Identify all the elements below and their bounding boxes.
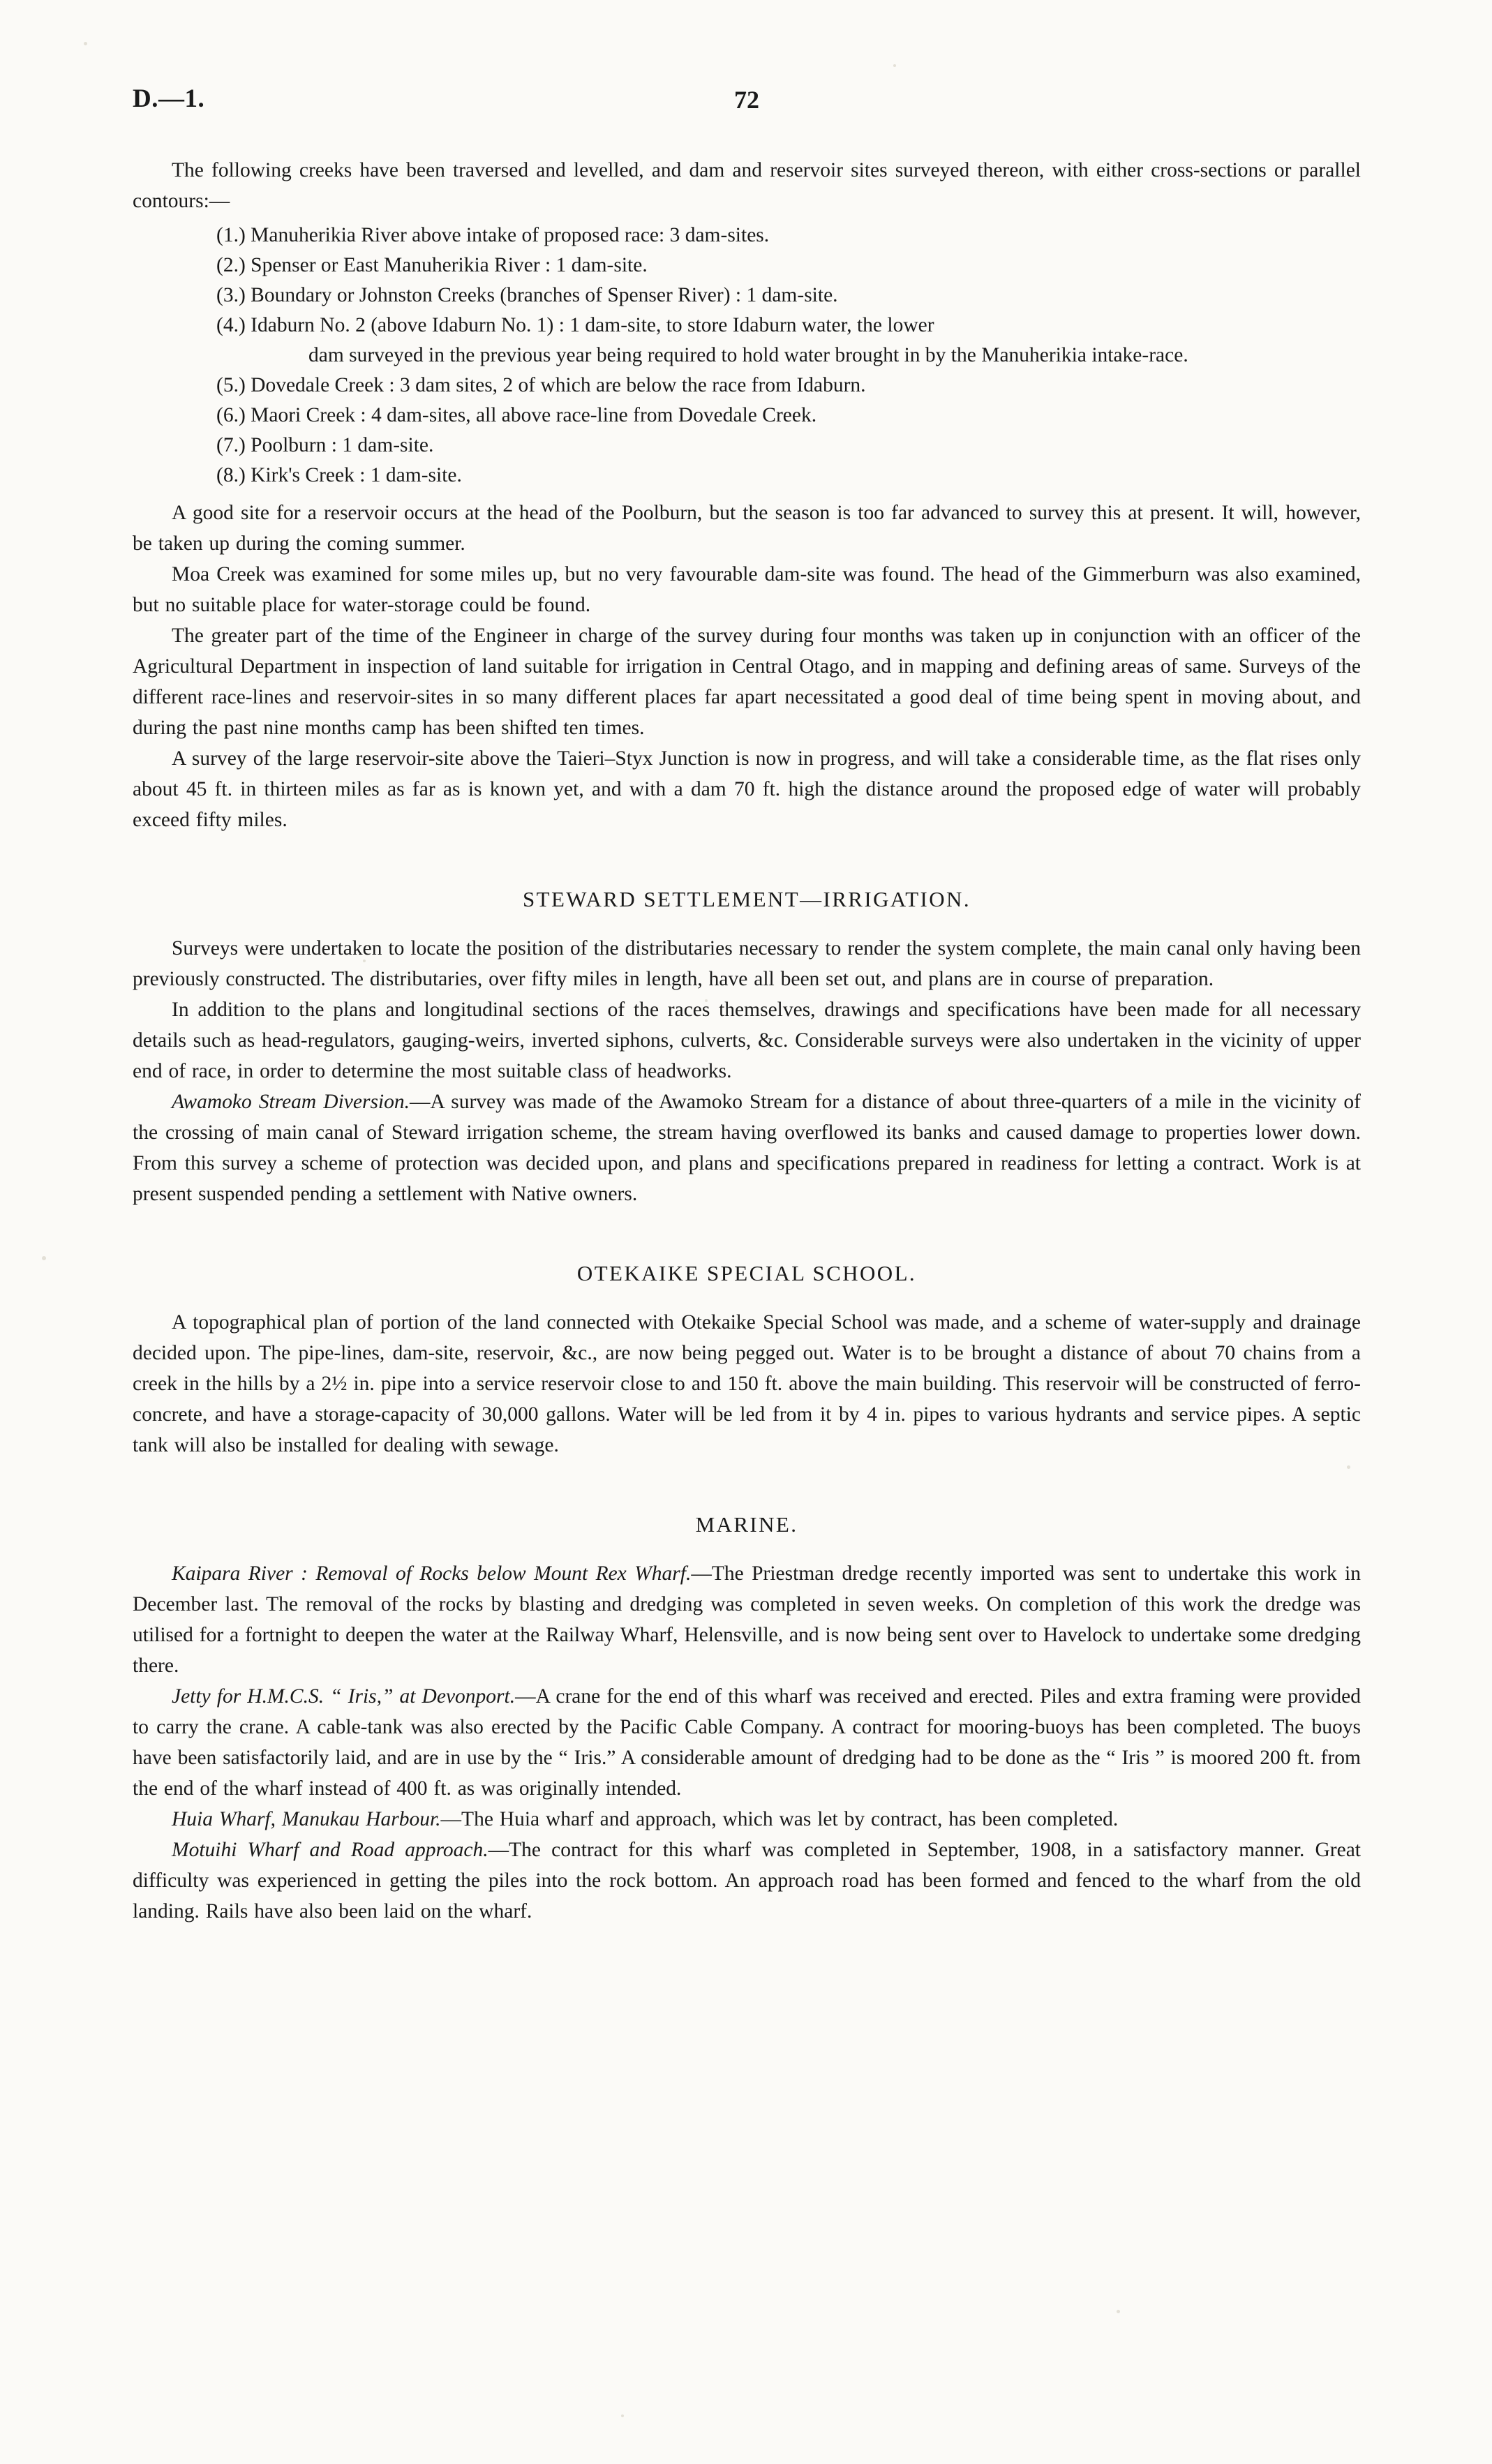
paragraph-engineer: The greater part of the time of the Engineer in charge of the survey during four months was taken up in conjunction with an officer of the Agricultural Department in inspection of land suitable for irrigation in Central Otago, and in mapping and defining areas of same. Surveys of the different race-lines and reservoir-sites in so many different places far apart necessitated a good deal of time being spent in moving about, and during the past nine months camp has been shifted ten times.	[133, 625, 1361, 739]
list-item	[181, 251, 1361, 281]
creek-list	[133, 221, 1361, 491]
list-item-number: (6.)	[216, 404, 246, 426]
marine-body-text: —The contract for this wharf was completed in September, 1908, in a satisfactory manner. Great difficulty was experienced in getting the piles into the rock bottom. An approach road has been formed and fenced to the wharf from the old landing. Rails have also been laid on the wharf.	[133, 1839, 1361, 1922]
paper-speckle	[621, 2414, 624, 2417]
list-item-number: (3.)	[216, 284, 246, 306]
section-heading-otekaike: OTEKAIKE SPECIAL SCHOOL.	[576, 1261, 917, 1285]
marine-lead-italic: Huia Wharf, Manukau Harbour.	[172, 1808, 441, 1830]
list-item-text: Manuherikia River above intake of proposed race: 3 dam-sites.	[251, 224, 770, 246]
list-item-text: Kirk's Creek : 1 dam-site.	[251, 464, 462, 486]
paper-speckle	[893, 64, 896, 67]
marine-lead-italic: Kaipara River : Removal of Rocks below Mount Rex Wharf.	[172, 1562, 692, 1585]
list-item	[181, 431, 1361, 461]
list-item	[181, 281, 1361, 311]
list-item-number: (8.)	[216, 464, 246, 486]
list-item-number: (5.)	[216, 374, 246, 396]
awamoko-paragraph	[133, 1087, 1361, 1209]
awamoko-lead-italic: Awamoko Stream Diversion.	[172, 1091, 410, 1113]
document-id: D.—1.	[133, 84, 205, 113]
list-item	[181, 401, 1361, 431]
list-item	[181, 221, 1361, 251]
section-heading-steward: STEWARD SETTLEMENT—IRRIGATION.	[522, 887, 971, 911]
list-item-text: Dovedale Creek : 3 dam sites, 2 of which are below the race from Idaburn.	[251, 374, 866, 396]
list-item-text: Poolburn : 1 dam-site.	[251, 434, 434, 456]
page-content	[133, 84, 1361, 1927]
list-item-number: (2.)	[216, 254, 246, 276]
list-item-text: Boundary or Johnston Creeks (branches of Spenser River) : 1 dam-site.	[251, 284, 838, 306]
list-item	[181, 311, 1361, 371]
paper-speckle	[42, 1256, 46, 1260]
marine-body-text: —The Huia wharf and approach, which was let by contract, has been completed.	[440, 1808, 1119, 1830]
marine-body-text: —A crane for the end of this wharf was received and erected. Piles and extra framing were provided to carry the crane. A cable-tank was also erected by the Pacific Cable Company. A contract for mooring-buoys has been completed. The buoys have been satisfactorily laid, and are in use by the “ Iris.” A considerable amount of dredging had to be done as the “ Iris ” is moored 200 ft. from the end of the wharf instead of 400 ft. as was originally intended.	[133, 1685, 1362, 1800]
paragraph-poolburn: A good site for a reservoir occurs at the head of the Poolburn, but the season is too far advanced to survey this at present. It will, however, be taken up during the coming summer.	[133, 502, 1361, 555]
awamoko-body-text: —A survey was made of the Awamoko Stream for a distance of about three-quarters of a mile in the vicinity of the crossing of main canal of Steward irrigation scheme, the stream having overflowed its banks and caused damage to properties lower down. From this survey a scheme of protection was decided upon, and plans and specifications prepared in readiness for letting a contract. Work is at present suspended pending a settlement with Native owners.	[133, 1091, 1361, 1205]
list-item-number: (4.)	[216, 314, 246, 336]
intro-paragraph: The following creeks have been traversed and levelled, and dam and reservoir sites surveyed thereon, with either cross-sections or parallel contours:—	[133, 159, 1361, 212]
steward-paragraph-1: Surveys were undertaken to locate the position of the distributaries necessary to render the system complete, the main canal only having been previously constructed. The distributaries, over fifty miles in length, have all been set out, and plans are in course of preparation.	[133, 937, 1361, 990]
list-item	[181, 371, 1361, 401]
marine-body-text: —The Priestman dredge recently imported was sent to undertake this work in December last. The removal of the rocks by blasting and dredging was completed in seven weeks. On completion of this work the dredge was utilised for a fortnight to deepen the water at the Railway Wharf, Helensville, and is now being sent over to Havelock to undertake some dredging there.	[133, 1562, 1361, 1677]
list-item-text: Maori Creek : 4 dam-sites, all above race-line from Dovedale Creek.	[251, 404, 817, 426]
marine-item-kaipara	[133, 1558, 1361, 1681]
list-item-continuation: dam surveyed in the previous year being required to hold water brought in by the Manuherikia intake-race.	[308, 344, 1188, 366]
steward-paragraph-2: In addition to the plans and longitudinal sections of the races themselves, drawings and specifications have been made for all necessary details such as head-regulators, gauging-weirs, inverted siphons, culverts, &c. Considerable surveys were also undertaken in the vicinity of upper end of race, in order to determine the most suitable class of headworks.	[133, 999, 1361, 1082]
marine-lead-italic: Jetty for H.M.C.S. “ Iris,” at Devonport.	[172, 1685, 516, 1708]
otekaike-paragraph-1: A topographical plan of portion of the land connected with Otekaike Special School was made, and a scheme of water-supply and drainage decided upon. The pipe-lines, dam-site, reservoir, &c., are now being pegged out. Water is to be brought a distance of about 70 chains from a creek in the hills by a 2½ in. pipe into a service reservoir close to and 150 ft. above the main building. This reservoir will be constructed of ferro-concrete, and have a storage-capacity of 30,000 gallons. Water will be led from it by 4 in. pipes to various hydrants and service pipes. A septic tank will also be installed for dealing with sewage.	[133, 1311, 1361, 1456]
paragraph-taieri-styx: A survey of the large reservoir-site above the Taieri–Styx Junction is now in progress, and will take a considerable time, as the flat rises only about 45 ft. in thirteen miles as far as is known yet, and with a dam 70 ft. high the distance around the proposed edge of water will probably exceed fifty miles.	[133, 747, 1361, 831]
list-item-text: Idaburn No. 2 (above Idaburn No. 1) : 1 dam-site, to store Idaburn water, the lower	[251, 314, 934, 336]
list-item-number: (7.)	[216, 434, 246, 456]
paper-speckle	[1117, 2310, 1120, 2313]
marine-lead-italic: Motuihi Wharf and Road approach.	[172, 1839, 488, 1861]
list-item-number: (1.)	[216, 224, 246, 246]
marine-item-motuihi-wharf	[133, 1835, 1361, 1927]
page-header	[133, 84, 1361, 126]
paper-speckle	[84, 42, 87, 45]
page-number: 72	[734, 86, 759, 114]
marine-item-iris-jetty	[133, 1681, 1361, 1804]
marine-item-huia-wharf	[133, 1804, 1361, 1835]
paragraph-moa-creek: Moa Creek was examined for some miles up, but no very favourable dam-site was found. The head of the Gimmerburn was also examined, but no suitable place for water-storage could be found.	[133, 563, 1361, 616]
section-heading-marine: MARINE.	[695, 1512, 798, 1537]
list-item-text: Spenser or East Manuherikia River : 1 dam-site.	[251, 254, 648, 276]
list-item	[181, 461, 1361, 491]
